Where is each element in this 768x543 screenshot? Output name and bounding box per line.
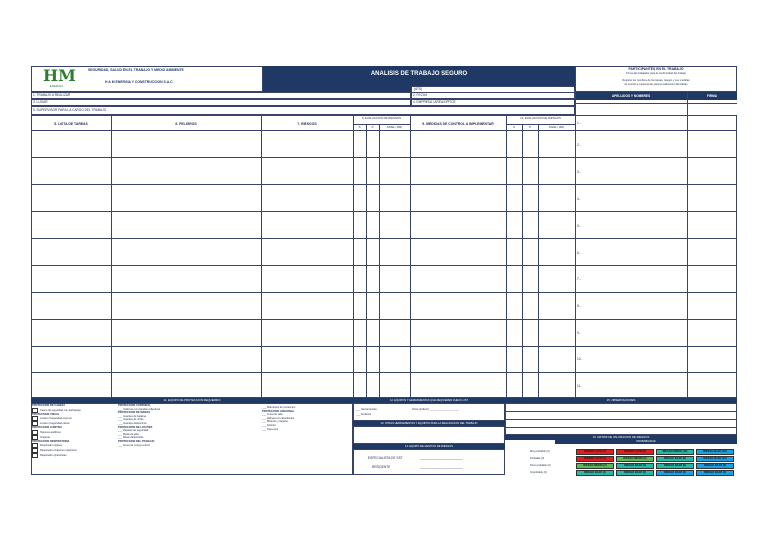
matrix-row-label: Improbable (1) — [530, 471, 547, 474]
tools-title: 12. EQUIPOS Y HERRAMIENTAS QUE REQUIEREN CHECK LIST — [389, 399, 469, 402]
epp-item[interactable]: Respirador c/gases — [32, 443, 102, 448]
epp-item[interactable]: ___ Uniforme con bandas reflectivas — [118, 407, 161, 411]
participant-row-line — [575, 238, 737, 239]
epp-item[interactable]: ___ Botas de jebe — [118, 432, 139, 436]
obs-line — [505, 411, 737, 412]
col-tareas: 5. LISTA DE TAREAS — [54, 122, 88, 126]
participants-note2: Registre los nombres de los tareas, riesgos y sus medidas — [622, 79, 690, 82]
task-row-line — [31, 238, 575, 239]
epp-col1 — [32, 404, 102, 458]
col-p1: P — [371, 125, 374, 129]
epp-item[interactable]: ___ Zapatos de seguridad — [118, 429, 149, 433]
epp-item[interactable]: Respirador c/vapores organicos — [32, 448, 102, 453]
other-tools-box[interactable] — [353, 426, 505, 444]
epp-item: PROTECCION VISUAL — [32, 412, 60, 416]
epp-item[interactable]: ___ Eslinga con absorbedor — [262, 416, 295, 420]
field-trabajo[interactable] — [31, 92, 411, 99]
obs-line — [505, 427, 737, 428]
participant-label: 11.- — [577, 384, 583, 388]
participant-row-line — [575, 292, 737, 293]
participant-row-line — [575, 184, 737, 185]
participant-row-line — [575, 319, 737, 320]
participant-label: 9.- — [577, 331, 581, 335]
participant-label: 4.- — [577, 197, 581, 201]
epp-item[interactable]: ___ Guantes dielectricos — [118, 421, 147, 425]
grid-line — [575, 92, 576, 398]
col-riesgos: 7. RIESGOS — [297, 122, 317, 126]
epp-item: PROTECCION DE MANOS — [118, 411, 150, 415]
matrix-cell-high: RIESGO ALTO (8) — [616, 449, 654, 455]
field-supervisor[interactable] — [31, 106, 575, 115]
participant-row-line — [575, 372, 737, 373]
participant-row-line — [575, 130, 737, 131]
epp-item[interactable]: Lentes c/seguridad claros — [32, 421, 102, 426]
epp-item[interactable]: ___ Linea de vida — [262, 413, 283, 417]
epp-item[interactable]: Respirador c/particulas — [32, 453, 102, 458]
logo-mark: HM — [43, 66, 76, 85]
approval-signature-line[interactable]: ________________________ — [420, 456, 463, 460]
grid-line — [353, 124, 410, 125]
matrix-row-label: Muy probable (4) — [530, 450, 550, 453]
participant-row-line — [575, 103, 737, 104]
field-fecha[interactable] — [411, 92, 575, 99]
epp-item[interactable]: Casco de seguridad con barbiquejo — [32, 408, 102, 413]
epp-item[interactable]: ___ Arnes de cuerpo entero — [118, 443, 151, 447]
company-logo — [43, 66, 76, 90]
participant-label: 10.- — [577, 357, 583, 361]
col-medidas: 9. MEDIDAS DE CONTROL A IMPLEMENTAR — [422, 122, 494, 126]
task-row-line — [31, 211, 575, 212]
task-row-line — [31, 372, 575, 373]
epp-item: PROTECCION ADICIONAL — [262, 409, 295, 413]
company-line2: H & M ENERGIA Y CONSTRUCCION S.A.C. — [105, 80, 174, 84]
participant-label: 7.- — [577, 277, 581, 281]
matrix-cell-low: RIESGO BAJO (4) — [696, 470, 734, 476]
matrix-cell-high: RIESGO ALTO (4) — [576, 449, 614, 455]
matrix-cell-low: RIESGO BAJO (16) — [696, 449, 734, 455]
tools-item[interactable]: ___ Herramientas — [356, 408, 377, 411]
matrix-cell-low: RIESGO BAJO (3) — [656, 470, 694, 476]
col-nivel1: NIVEL ( RR) — [386, 125, 403, 129]
matrix-title: 16. MATRIZ DE VALORACION DE RIESGOS — [592, 435, 650, 439]
grid-line — [522, 124, 523, 398]
col-s1: S — [358, 125, 361, 129]
logo-subtext: ENERGIA — [49, 84, 64, 88]
matrix-cell-medium: RIESGO MEDIO (6) — [616, 456, 654, 462]
matrix-cell-low: RIESGO BAJO (8) — [696, 463, 734, 469]
task-row-line — [31, 346, 575, 347]
participants-note3: de control a implementar para la realizacion del trabajo — [624, 83, 688, 86]
epp-col2 — [118, 404, 198, 447]
col-p2: P — [529, 125, 531, 129]
participant-label: 5.- — [577, 224, 581, 228]
participant-row-line — [575, 211, 737, 212]
matrix-cell-low: RIESGO BAJO (12) — [696, 456, 734, 462]
obs-title: 15. OBSERVACIONES — [606, 398, 636, 402]
grid-line — [687, 92, 688, 398]
participant-label: 8.- — [577, 304, 581, 308]
task-row-line — [31, 319, 575, 320]
epp-item: PROTECCION RESPIRATORIA — [32, 439, 70, 443]
matrix-cell-low: RIESGO BAJO (9) — [656, 456, 694, 462]
participant-label: 1.- — [577, 121, 581, 125]
epp-item[interactable]: Tapones auditivos — [32, 430, 102, 435]
tools-box — [353, 403, 505, 421]
matrix-cell-medium: RIESGO MEDIO (2) — [576, 463, 614, 469]
matrix-cell-high: RIESGO ALTO (3) — [576, 456, 614, 462]
tools-item[interactable]: ___ Andamio — [356, 413, 372, 416]
other-tools-title: 13. OTRAS HERRAMIENTAS Y EQUIPOS PARA LA REALIZACION DEL TRABAJO — [380, 422, 478, 425]
matrix-header: PROBABILIDAD — [636, 440, 656, 443]
tools-item[interactable]: Otros (Indicar): ____________________ — [412, 408, 459, 411]
grid-line — [379, 124, 380, 398]
task-row-line — [31, 292, 575, 293]
epp-title: 11. EQUIPO DE PROTECCION REQUERIDO — [163, 398, 221, 402]
field-trabajo-label: 1. TRABAJO A REALIZAR — [33, 93, 71, 97]
checkbox[interactable] — [32, 408, 38, 413]
epp-item[interactable]: ___ Guantes de nitrilo — [118, 418, 144, 422]
participant-row-line — [575, 346, 737, 347]
participants-note1: Firma del trabajador para la conformidad del trabajo — [626, 72, 686, 75]
epp-item[interactable]: ___ Mameluco de proteccion — [262, 406, 296, 409]
matrix-row-label: Probable (3) — [530, 457, 545, 460]
grid-line — [366, 124, 367, 398]
matrix-cell-low: RIESGO BAJO (4) — [616, 463, 654, 469]
matrix-cell-low: RIESGO BAJO (6) — [656, 463, 694, 469]
col-names: APELLIDOS Y NOMBRES — [611, 94, 651, 98]
epp-item[interactable]: Orejeras — [32, 435, 102, 440]
field-lugar[interactable] — [31, 99, 411, 106]
participant-label: 3.- — [577, 170, 581, 174]
checkbox[interactable] — [32, 453, 38, 458]
field-supervisor-label: 5. SUPERVISOR PARA LA CARGO DEL TRABAJO — [33, 108, 107, 112]
field-empresa-label: 4. EMPRESA / AREA/OFFICE — [413, 100, 456, 104]
approval-especialista: ESPECIALISTA DE SST — [368, 456, 403, 460]
grid-line — [538, 124, 539, 398]
field-fecha-label: 2. FECHA — [413, 93, 428, 97]
company-line1: SEGURIDAD, SALUD EN EL TRABAJO Y MEDIO AMBIENTE — [88, 68, 184, 72]
col-eval-post: 10. EVALUACION DE RIESGOS — [520, 116, 561, 120]
col-nivel2: NIVEL ( RR) — [548, 125, 565, 129]
epp-item: PROTECCION DEL TRABAJO — [118, 439, 155, 443]
doc-code-label: (ATS) — [414, 87, 423, 91]
task-row-line — [31, 265, 575, 266]
approval-title: 14. EQUIPO DE GESTION DE RIESGOS — [405, 445, 453, 448]
participant-row-line — [575, 265, 737, 266]
grid-line — [31, 130, 575, 131]
col-s2: S — [513, 125, 515, 129]
epp-item[interactable]: ___ Botas dielectricas — [118, 436, 144, 440]
matrix-cell-low: RIESGO BAJO (1) — [576, 470, 614, 476]
epp-item: PROTECCION DE LOS PIES — [118, 425, 153, 429]
participants-title: PARTICIPANTES EN EL TRABAJO — [628, 67, 684, 71]
task-row-line — [31, 184, 575, 185]
epp-item: PROTECCION DE CABEZA — [32, 404, 66, 407]
approval-residente: RESIDENTE — [372, 465, 391, 469]
field-lugar-label: 3. LUGAR — [33, 100, 48, 104]
participant-label: 6.- — [577, 251, 581, 255]
epp-col3 — [262, 406, 342, 431]
epp-item[interactable]: ___ Bloqueo y tarjeteo — [262, 420, 288, 424]
grid-line — [506, 124, 575, 125]
matrix-row-label: Poco probable (2) — [530, 464, 551, 467]
obs-line — [505, 419, 737, 420]
col-eval-pre: 8. EVALUACION DE RIESGOS — [361, 116, 402, 120]
epp-item: PROTECCION CORPORAL — [118, 404, 151, 407]
task-row-line — [31, 157, 575, 158]
matrix-cell-medium: RIESGO MEDIO (12) — [656, 449, 694, 455]
participant-row-line — [575, 157, 737, 158]
approval-box — [353, 449, 505, 475]
epp-item[interactable]: ___ Tapa ojos — [262, 427, 279, 431]
epp-item[interactable]: ___ Guantes de badana — [118, 414, 146, 418]
doc-title: ANALISIS DE TRABAJO SEGURO — [370, 71, 468, 77]
epp-item[interactable]: ___ Extintor — [262, 423, 276, 427]
col-sign: FIRMA — [706, 94, 718, 98]
epp-item[interactable]: Lentes c/seguridad oscuros — [32, 416, 102, 421]
approval-signature-line[interactable]: ________________________ — [420, 465, 463, 469]
participant-label: 2.- — [577, 143, 581, 147]
matrix-cell-low: RIESGO BAJO (2) — [616, 470, 654, 476]
epp-item: PROTECCION AUDITIVA — [32, 426, 62, 430]
col-peligros: 6. PELIGROS — [175, 122, 197, 126]
